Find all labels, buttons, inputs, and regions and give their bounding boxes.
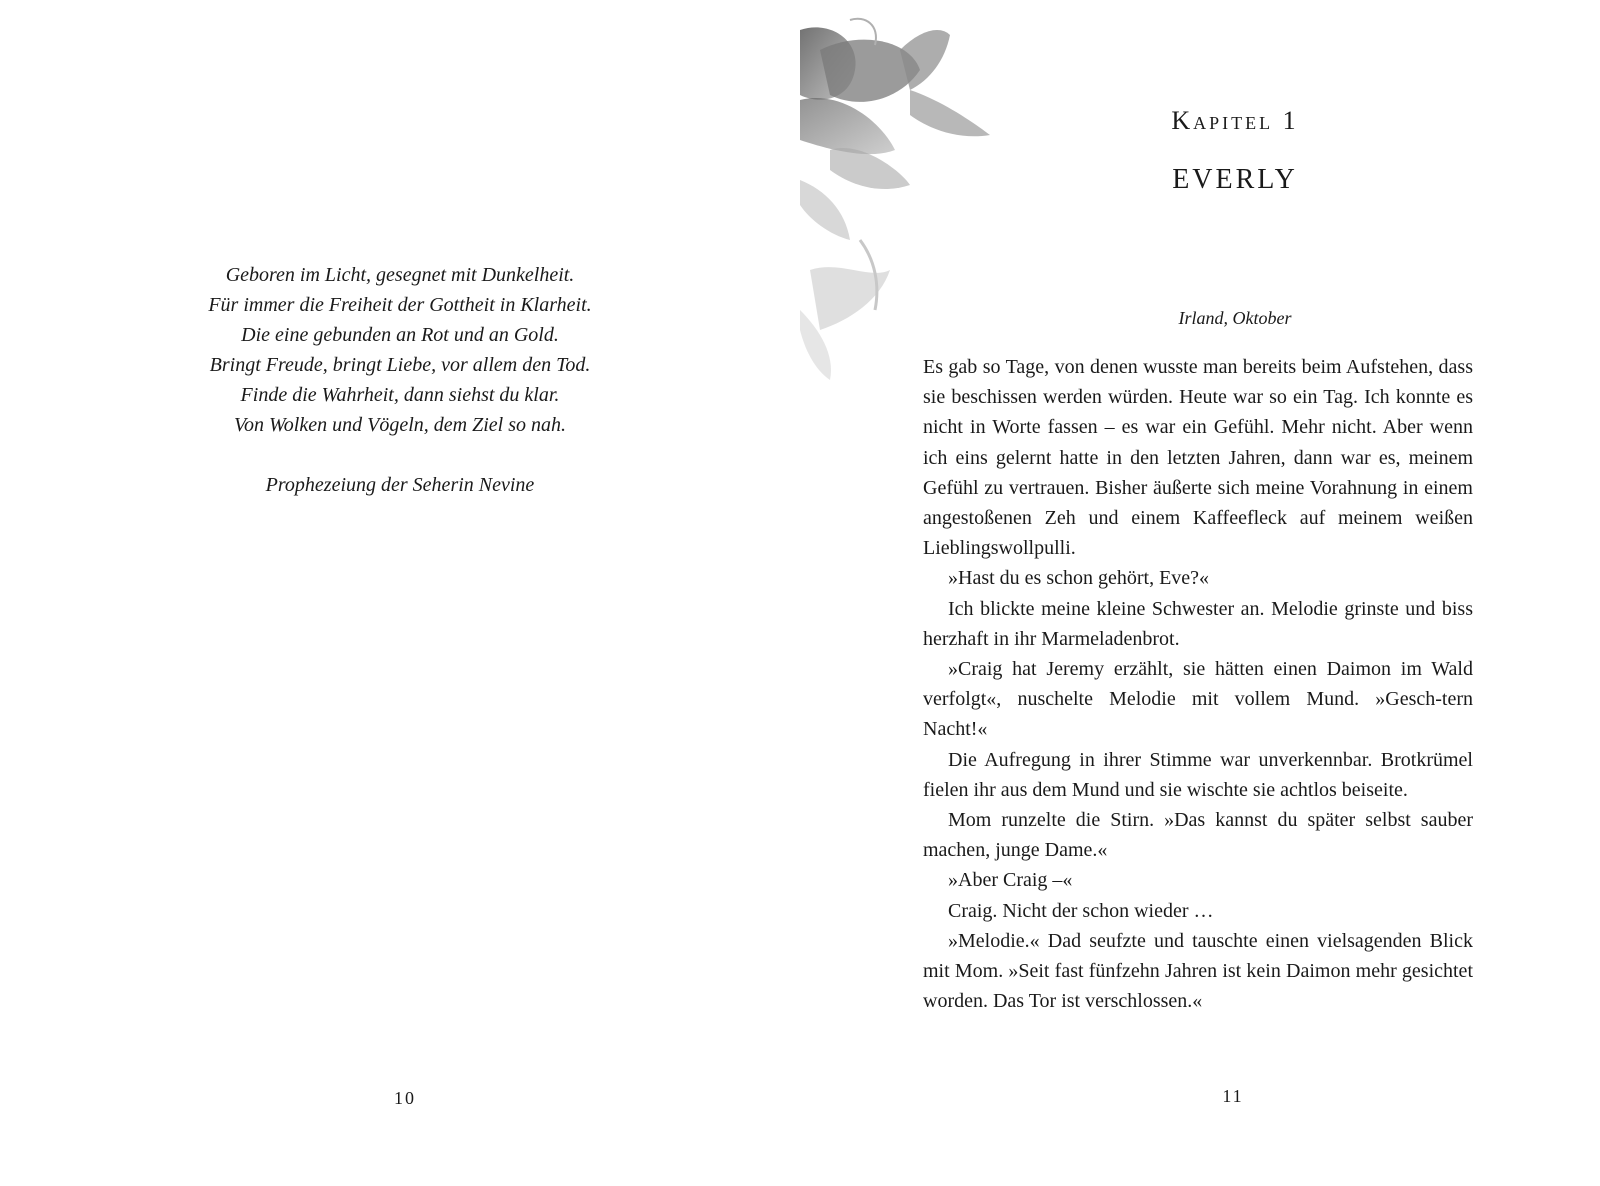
poem-line: Finde die Wahrheit, dann siehst du klar.: [240, 384, 560, 406]
paragraph: Craig. Nicht der schon wieder …: [948, 899, 1214, 922]
page-number-left: 10: [394, 1088, 416, 1108]
paragraph: Es gab so Tage, von denen wusste man bereits beim Aufstehen, dass sie beschissen werden würden. Heute war so ein Tag. Ich konnte es nicht in Worte fassen – es war ein Gefühl. Mehr nicht. Aber wenn ich eins gelernt hatte in den letzten Jahren, dann war es, meinem Gefühl zu vertrauen. Bisher äußerte sich meine Vorahnung in einem angestoßenen Zeh und einem Kaffeefleck auf meinem weißen Lieblingswollpulli.: [923, 356, 1473, 560]
prophecy-poem: [0, 260, 800, 500]
right-page: [800, 0, 1600, 1186]
poem-line: Von Wolken und Vögeln, dem Ziel so nah.: [233, 414, 566, 436]
paragraph: Die Aufregung in ihrer Stimme war unverkennbar. Brotkrümel fielen ihr aus dem Mund und sie wischte sie achtlos beiseite.: [923, 748, 1473, 801]
poem-line: Für immer die Freiheit der Gottheit in Klarheit.: [208, 294, 592, 316]
page-number-right: 11: [1222, 1086, 1244, 1106]
paragraph: »Craig hat Jeremy erzählt, sie hätten einen Daimon im Wald verfolgt«, nuschelte Melodie mit vollem Mund. »Gesch-tern Nacht!«: [923, 658, 1473, 741]
poem-line: Geboren im Licht, gesegnet mit Dunkelheit.: [225, 264, 575, 286]
place-date: Irland, Oktober: [1178, 308, 1292, 328]
paragraph: Ich blickte meine kleine Schwester an. Melodie grinste und biss herzhaft in ihr Marmeladenbrot.: [923, 597, 1473, 650]
chapter-body: [923, 352, 1473, 1016]
paragraph: »Hast du es schon gehört, Eve?«: [948, 567, 1210, 590]
chapter-label: Kapitel 1: [1171, 106, 1299, 135]
poem-line: Bringt Freude, bringt Liebe, vor allem den Tod.: [209, 354, 591, 376]
paragraph: »Melodie.« Dad seufzte und tauschte einen vielsagenden Blick mit Mom. »Seit fast fünfzehn Jahren ist kein Daimon mehr gesichtet worden. Das Tor ist verschlossen.«: [923, 929, 1473, 1013]
poem-attribution: Prophezeiung der Seherin Nevine: [265, 474, 535, 496]
chapter-name: EVERLY: [1172, 164, 1298, 195]
poem-line: Die eine gebunden an Rot und an Gold.: [241, 324, 559, 346]
paragraph: »Aber Craig –«: [948, 869, 1073, 892]
paragraph: Mom runzelte die Stirn. »Das kannst du später selbst sauber machen, junge Dame.«: [923, 809, 1473, 862]
floral-ornament-image: [800, 10, 1000, 390]
